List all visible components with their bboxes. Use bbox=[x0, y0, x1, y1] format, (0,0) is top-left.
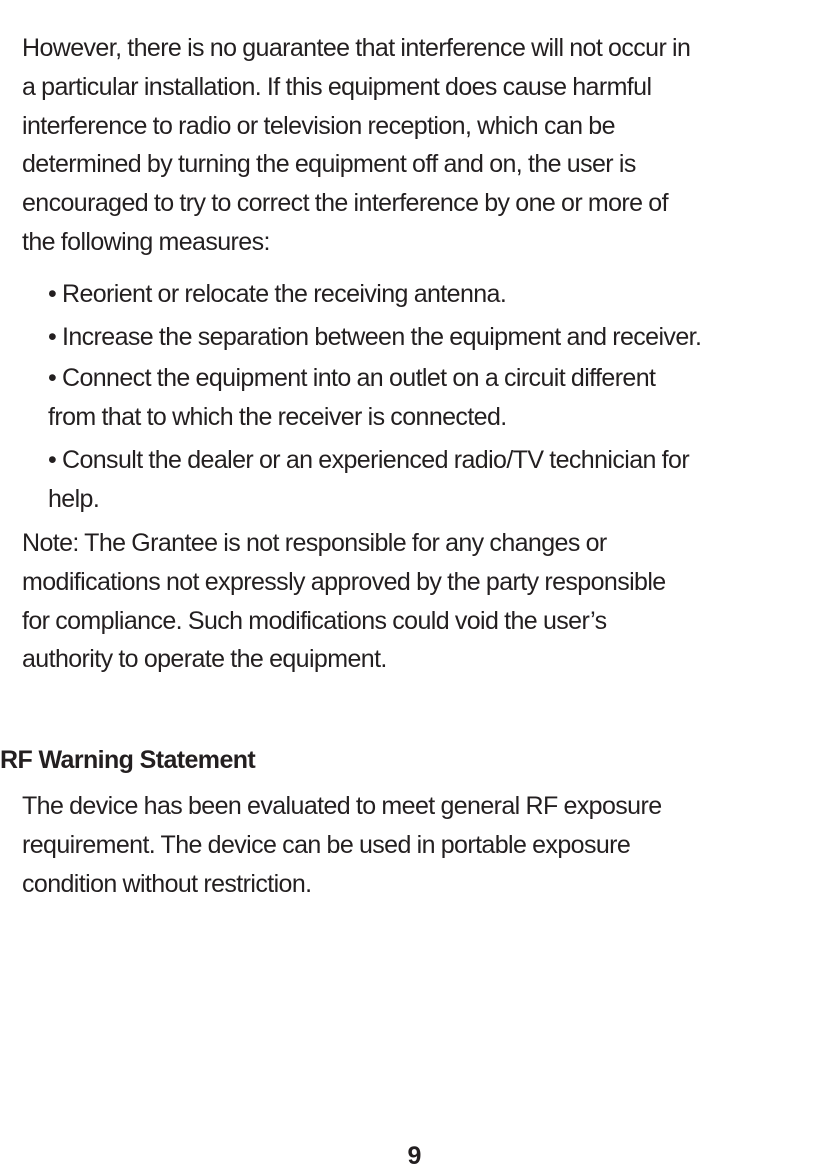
note-paragraph: Note: The Grantee is not responsible for any changes or modifications not expressly approved by the party responsible for compliance. Such modifications could void the user’s authority to operate the equipment. bbox=[22, 529, 666, 674]
measure-item-increase-separation: • Increase the separation between the equipment and receiver. bbox=[48, 323, 702, 351]
page-number: 9 bbox=[407, 1142, 422, 1170]
rf-warning-heading: RF Warning Statement bbox=[0, 746, 256, 774]
rf-warning-body: The device has been evaluated to meet general RF exposure requirement. The device can be used in portable exposure condition without restriction. bbox=[22, 792, 662, 898]
measure-item-connect-outlet: • Connect the equipment into an outlet on a circuit different from that to which the receiver is connected. bbox=[48, 364, 656, 431]
measure-item-reorient: • Reorient or relocate the receiving antenna. bbox=[48, 280, 507, 308]
intro-paragraph: However, there is no guarantee that interference will not occur in a particular installation. If this equipment does cause harmful interference to radio or television reception, which can be determined by turning the equipment off and on, the user is encouraged to try to correct the interference by one or more of the following measures: bbox=[22, 34, 691, 256]
measure-item-consult-dealer: • Consult the dealer or an experienced radio/TV technician for help. bbox=[48, 446, 690, 513]
